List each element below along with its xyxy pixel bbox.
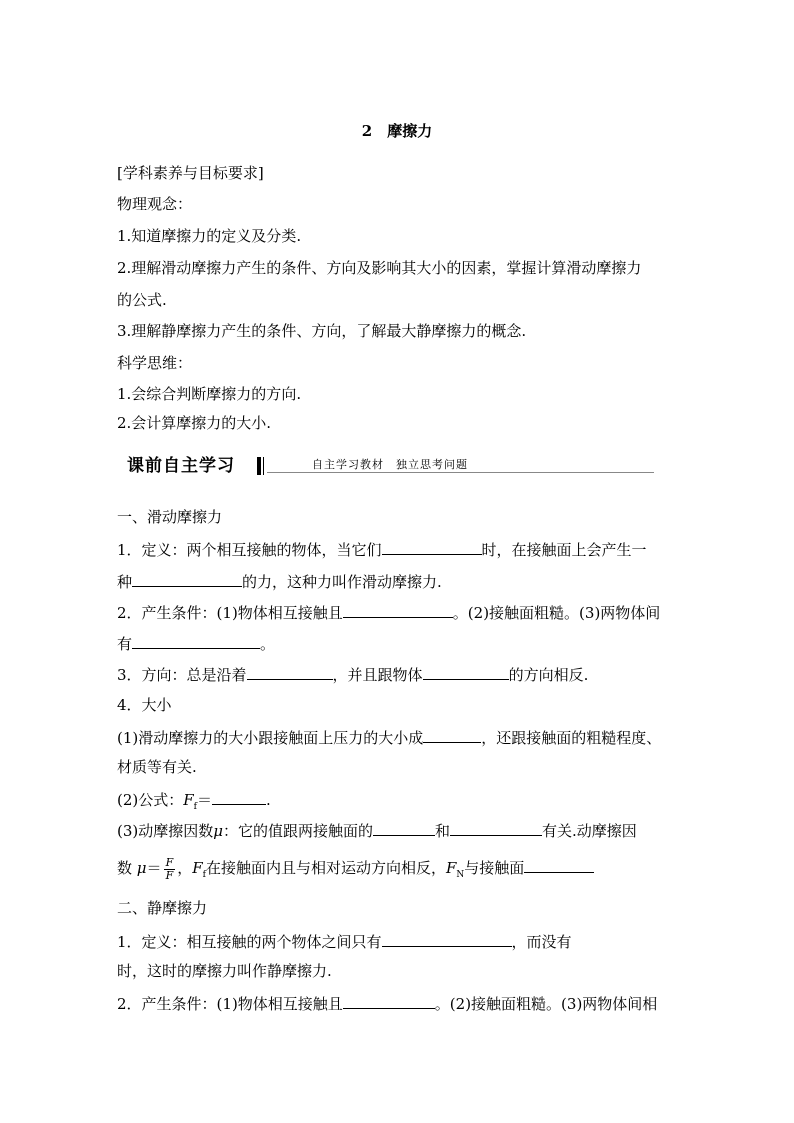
text: 时，在接触面上会产生一 bbox=[481, 541, 647, 559]
subscript-f: f bbox=[202, 870, 206, 880]
sliding-magnitude-heading: 4．大小 bbox=[117, 696, 172, 714]
text: 2．产生条件：(1)物体相互接触且 bbox=[117, 604, 343, 622]
fill-blank[interactable] bbox=[423, 663, 509, 680]
text: 有关.动摩擦因 bbox=[542, 822, 637, 840]
text: ，而没有 bbox=[511, 933, 572, 951]
text: ，还跟接触面的粗糙程度、 bbox=[481, 729, 662, 747]
science-thinking-label: 科学思维： bbox=[117, 354, 193, 372]
physics-concept-label: 物理观念： bbox=[117, 195, 193, 213]
text: ， bbox=[177, 859, 193, 877]
section-banner bbox=[117, 455, 654, 477]
symbol-F: F bbox=[183, 791, 194, 809]
goals-header: [学科素养与目标要求] bbox=[117, 164, 264, 182]
sliding-definition-line1 bbox=[117, 538, 647, 560]
fill-blank[interactable] bbox=[450, 819, 542, 836]
static-condition-line1 bbox=[117, 992, 657, 1014]
sliding-condition-line2 bbox=[117, 632, 275, 654]
fill-blank[interactable] bbox=[212, 788, 266, 805]
text: ，并且跟物体 bbox=[332, 666, 423, 684]
symbol-mu: μ bbox=[213, 822, 223, 840]
sliding-magnitude-line1 bbox=[117, 726, 661, 748]
concept-item-1: 1.知道摩擦力的定义及分类. bbox=[117, 227, 302, 245]
fill-blank[interactable] bbox=[132, 570, 242, 587]
text: 1．定义：两个相互接触的物体，当它们 bbox=[117, 541, 382, 559]
fill-blank[interactable] bbox=[343, 601, 453, 618]
fill-blank[interactable] bbox=[132, 632, 260, 649]
fraction-denominator: F bbox=[165, 868, 174, 882]
fill-blank[interactable] bbox=[373, 819, 435, 836]
symbol-F: F bbox=[446, 859, 457, 877]
text: ：它的值跟两接触面的 bbox=[223, 822, 374, 840]
concept-item-2-cont: 的公式. bbox=[117, 291, 167, 309]
sliding-formula bbox=[117, 788, 271, 817]
fill-blank[interactable] bbox=[247, 663, 333, 680]
fill-blank[interactable] bbox=[382, 538, 482, 555]
text: 。(2)接触面粗糙。(3)两物体间相 bbox=[434, 995, 658, 1013]
concept-item-3: 3.理解静摩擦力产生的条件、方向，了解最大静摩擦力的概念. bbox=[117, 322, 527, 340]
sliding-magnitude-line2: 材质等有关. bbox=[117, 758, 197, 776]
thinking-item-1: 1.会综合判断摩擦力的方向. bbox=[117, 385, 302, 403]
sliding-direction bbox=[117, 663, 588, 685]
symbol-mu: μ bbox=[136, 859, 147, 877]
sliding-condition-line1 bbox=[117, 601, 660, 623]
text: 的力，这种力叫作滑动摩擦力. bbox=[242, 573, 442, 591]
banner-divider bbox=[257, 457, 261, 475]
text: (1)滑动摩擦力的大小跟接触面上压力的大小成 bbox=[117, 729, 424, 747]
text: 种 bbox=[117, 573, 133, 591]
page-title: 2 摩擦力 bbox=[361, 122, 433, 140]
text: 3．方向：总是沿着 bbox=[117, 666, 247, 684]
section-heading-static: 二、静摩擦力 bbox=[117, 899, 208, 917]
banner-title: 课前自主学习 bbox=[127, 456, 235, 476]
banner-divider-thin bbox=[263, 457, 264, 475]
symbol-F: F bbox=[192, 859, 203, 877]
equals: ＝ bbox=[146, 859, 162, 877]
text: 1．定义：相互接触的两个物体之间只有 bbox=[117, 933, 382, 951]
fill-blank[interactable] bbox=[343, 992, 435, 1009]
fraction bbox=[164, 857, 176, 882]
fraction-numerator: F bbox=[165, 855, 174, 869]
text: 与接触面 bbox=[464, 859, 525, 877]
text: (3)动摩擦因数 bbox=[117, 822, 214, 840]
text: 。 bbox=[260, 635, 276, 653]
fill-blank[interactable] bbox=[423, 726, 481, 743]
text: 有 bbox=[117, 635, 133, 653]
text: 在接触面内且与相对运动方向相反， bbox=[205, 859, 446, 877]
text: 。(2)接触面粗糙。(3)两物体间 bbox=[452, 604, 661, 622]
section-heading-sliding: 一、滑动摩擦力 bbox=[117, 508, 223, 526]
friction-coefficient-line2 bbox=[117, 853, 594, 890]
subscript-N: N bbox=[456, 870, 465, 880]
thinking-item-2: 2.会计算摩擦力的大小. bbox=[117, 414, 272, 432]
fill-blank[interactable] bbox=[382, 930, 512, 947]
text: 的方向相反. bbox=[508, 666, 589, 684]
text: . bbox=[266, 791, 271, 809]
text: 和 bbox=[435, 822, 451, 840]
text: (2)公式： bbox=[117, 791, 184, 809]
concept-item-2: 2.理解滑动摩擦力产生的条件、方向及影响其大小的因素，掌握计算滑动摩擦力 bbox=[117, 259, 642, 277]
fill-blank[interactable] bbox=[524, 856, 594, 873]
friction-coefficient-line1 bbox=[117, 819, 637, 841]
text: 数 bbox=[117, 859, 133, 877]
banner-subtitle: 自主学习教材 独立思考问题 bbox=[312, 458, 468, 471]
static-definition-line1 bbox=[117, 930, 572, 952]
static-definition-line2: 时，这时的摩擦力叫作静摩擦力. bbox=[117, 962, 332, 980]
sliding-definition-line2 bbox=[117, 570, 442, 592]
text: 2．产生条件：(1)物体相互接触且 bbox=[117, 995, 343, 1013]
equals: ＝ bbox=[197, 791, 213, 809]
subscript-f: f bbox=[193, 802, 198, 812]
